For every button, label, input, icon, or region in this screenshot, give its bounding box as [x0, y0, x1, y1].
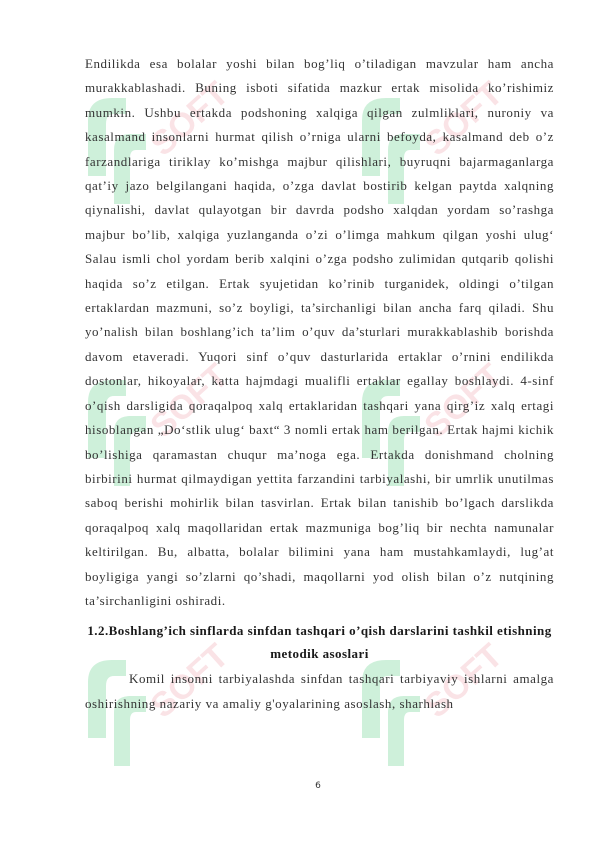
body-paragraph: Komil insonni tarbiyalashda sinfdan tashqari tarbiyaviy ishlarni amalga oshirishning nazariy va amaliy g'oyalarining asoslash, sharhlash	[85, 671, 554, 711]
page-body	[85, 52, 554, 716]
body-paragraph: Endilikda esa bolalar yoshi bilan bog’liq o’tiladigan mavzular ham ancha murakkablashadi. Buning isboti sifatida mazkur ertak misolida ko’rishimiz mumkin. Ushbu ertakda podshoning xalqiga qilgan zulmliklari, nuroniy va kasalmand insonlarni hurmat qilish o’rniga ularni befoyda, kasalmand deb o’z farzandlariga tiriklay ko’mishga majbur qilishlari, buyruqni bajarmaganlarga qat’iy jazo belgilangani haqida, o’zga davlat bostirib kelgan paytda xalqning qiynalishi, davlat qulayotgan bir davrda podsho xalqdan yordam so’rashga majbur bo’lib, xalqiga yuzlanganda o’zi o’limga mahkum qilgan yoshi ulug‘ Salau ismli chol yordam berib xalqini o’zga podsho zulimidan qutqarib qolishi haqida so’z etilgan. Ertak syujetidan ko’rinib turganidek, oldingi o’tilgan ertaklardan mazmuni, so’z boyligi, ta’sirchanligi bilan ancha farq qiladi. Shu yo’nalish bilan boshlang’ich ta’lim o’quv da’sturlari murakkablashib borishda davom etaveradi. Yuqori sinf o’quv dasturlarida ertaklar o’rnini endilikda dostonlar, hikoyalar, katta hajmdagi mualifli ertaklar egallay boshlaydi. 4-sinf o’qish darsligida qoraqalpoq xalq ertaklaridan tashqari yana qirg’iz xalq ertagi hisoblangan „Do‘stlik ulug‘ baxt“ 3 nomli ertak ham berilgan. Ertak hajmi kichik bo’lishiga qaramastan chuqur ma’noga ega. Ertakda donishmand cholning birbirini hurmat qilmaydigan yettita farzandini tarbiyalashi, bir umrlik unutilmas saboq berishi mohirlik bilan tasvirlan. Ertak bilan tanishib bo’lgach darslikda qoraqalpoq xalq maqollaridan ertak mazmuniga bog’liq bir nechta namunalar keltirilgan. Bu, albatta, bolalar bilimini yana ham mustahkamlaydi, lug’at boyligiga yangi so’zlarni qo’shadi, maqollarni yod olish bilan o’z nutqining ta’sirchanligini oshiradi.	[85, 56, 554, 608]
page-number: 6	[315, 781, 321, 791]
section-heading: 1.2.Boshlang’ich sinflarda sinfdan tashqari o’qish darslarini tashkil etishning metodik asoslari	[87, 623, 552, 662]
